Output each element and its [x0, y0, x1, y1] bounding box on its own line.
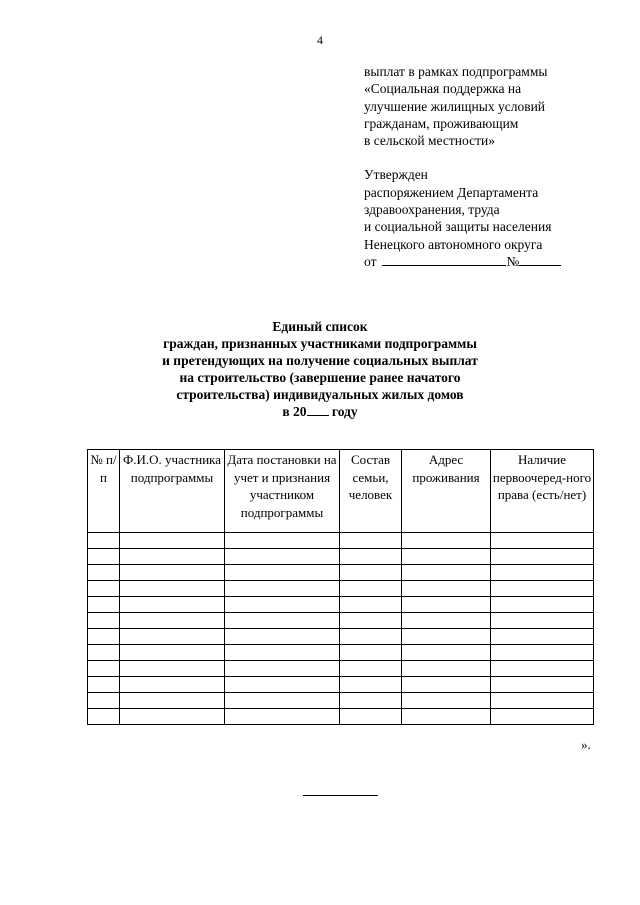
table-row [88, 565, 594, 581]
table-cell[interactable] [402, 533, 491, 549]
closing-mark: ». [581, 737, 591, 752]
approval-line: здравоохранения, труда [364, 202, 500, 218]
table-cell[interactable] [120, 629, 225, 645]
approval-line: в сельской местности» [364, 133, 495, 149]
table-cell[interactable] [88, 613, 120, 629]
year-prefix: в 20 [282, 403, 307, 419]
table-row [88, 629, 594, 645]
table-cell[interactable] [402, 549, 491, 565]
table-cell[interactable] [225, 629, 340, 645]
table-cell[interactable] [340, 693, 402, 709]
table-cell[interactable] [402, 693, 491, 709]
table-cell[interactable] [120, 581, 225, 597]
date-blank [382, 253, 506, 266]
table-row [88, 533, 594, 549]
table-cell[interactable] [340, 709, 402, 725]
table-row [88, 613, 594, 629]
column-header-address: Адрес проживания [402, 450, 491, 533]
table-cell[interactable] [225, 709, 340, 725]
table-cell[interactable] [88, 549, 120, 565]
table-row [88, 645, 594, 661]
table-cell[interactable] [120, 677, 225, 693]
approval-line: и социальной защиты населения [364, 219, 552, 235]
table-cell[interactable] [225, 533, 340, 549]
approval-line: выплат в рамках подпрограммы [364, 64, 548, 79]
table-cell[interactable] [402, 677, 491, 693]
approval-approved-text [364, 166, 634, 252]
table-row [88, 693, 594, 709]
column-header-family-size: Состав семьи, человек [340, 450, 402, 533]
table-cell[interactable] [491, 645, 594, 661]
title-line: строительства) индивидуальных жилых домов [176, 386, 464, 402]
number-sign: № [506, 253, 520, 269]
table-cell[interactable] [88, 645, 120, 661]
table-cell[interactable] [120, 533, 225, 549]
title-line: на строительство (завершение ранее начатого [179, 369, 461, 385]
table-row [88, 549, 594, 565]
approval-line: распоряжением Департамента [364, 184, 539, 200]
table-cell[interactable] [88, 533, 120, 549]
table-cell[interactable] [340, 629, 402, 645]
table-cell[interactable] [402, 645, 491, 661]
table-cell[interactable] [491, 581, 594, 597]
table-cell[interactable] [88, 677, 120, 693]
table-cell[interactable] [402, 581, 491, 597]
table-row [88, 581, 594, 597]
table-cell[interactable] [225, 677, 340, 693]
title-line: граждан, признанных участниками подпрограммы [163, 335, 477, 351]
table-cell[interactable] [88, 581, 120, 597]
table-cell[interactable] [88, 661, 120, 677]
table-cell[interactable] [88, 597, 120, 613]
table-cell[interactable] [491, 613, 594, 629]
table-row [88, 677, 594, 693]
approval-line: «Социальная поддержка на [364, 81, 522, 97]
table-cell[interactable] [340, 533, 402, 549]
table-cell[interactable] [340, 565, 402, 581]
table-cell[interactable] [340, 645, 402, 661]
table-row [88, 709, 594, 725]
date-prefix: от [364, 253, 377, 269]
table-cell[interactable] [225, 645, 340, 661]
document-title [0, 319, 640, 420]
table-cell[interactable] [120, 613, 225, 629]
table-cell[interactable] [340, 613, 402, 629]
table-cell[interactable] [88, 629, 120, 645]
table-header-row [88, 450, 594, 533]
table-cell[interactable] [340, 549, 402, 565]
table-cell[interactable] [225, 693, 340, 709]
table-cell[interactable] [491, 629, 594, 645]
approval-line: Ненецкого автономного округа [364, 236, 543, 252]
table-cell[interactable] [491, 693, 594, 709]
table-cell[interactable] [120, 597, 225, 613]
table-cell[interactable] [225, 581, 340, 597]
table-cell[interactable] [225, 597, 340, 613]
approval-spacer [364, 149, 634, 166]
title-line: и претендующих на получение социальных выплат [162, 352, 478, 368]
table-row [88, 597, 594, 613]
approval-line: Утвержден [364, 167, 428, 183]
approval-date-line [364, 253, 634, 270]
table-cell[interactable] [340, 661, 402, 677]
table-cell[interactable] [88, 693, 120, 709]
column-header-number: № п/п [88, 450, 120, 533]
table-cell[interactable] [120, 661, 225, 677]
table-cell[interactable] [491, 533, 594, 549]
table-cell[interactable] [491, 565, 594, 581]
table-cell[interactable] [491, 709, 594, 725]
table-cell[interactable] [340, 581, 402, 597]
table-cell[interactable] [340, 597, 402, 613]
table-cell[interactable] [402, 629, 491, 645]
table-cell[interactable] [402, 565, 491, 581]
footer-separator-line [303, 795, 378, 796]
approval-preceding-text [364, 63, 634, 149]
year-blank [307, 404, 329, 416]
table-cell[interactable] [340, 677, 402, 693]
table-cell[interactable] [402, 613, 491, 629]
table-cell[interactable] [491, 549, 594, 565]
table-cell[interactable] [88, 709, 120, 725]
column-header-full-name: Ф.И.О. участника подпрограммы [120, 450, 225, 533]
table-cell[interactable] [88, 565, 120, 581]
table-cell[interactable] [120, 549, 225, 565]
approval-block [364, 63, 634, 270]
year-suffix: году [331, 403, 358, 419]
approval-line: улучшение жилищных условий [364, 98, 546, 114]
table-cell[interactable] [491, 677, 594, 693]
table-cell[interactable] [491, 661, 594, 677]
approval-line: гражданам, проживающим [364, 115, 519, 131]
title-line: Единый список [272, 319, 368, 334]
table-cell[interactable] [225, 661, 340, 677]
table-cell[interactable] [225, 565, 340, 581]
table-cell[interactable] [402, 661, 491, 677]
table-cell[interactable] [402, 709, 491, 725]
number-blank [519, 253, 561, 266]
page-number: 4 [317, 33, 323, 47]
table-cell[interactable] [120, 565, 225, 581]
column-header-priority-right: Наличие первоочеред-ного права (есть/нет) [491, 450, 594, 533]
table-row [88, 661, 594, 677]
table-cell[interactable] [402, 597, 491, 613]
registry-table [87, 449, 594, 725]
column-header-registration-date: Дата постановки на учет и признания участником подпрограммы [225, 450, 340, 533]
table-cell[interactable] [491, 597, 594, 613]
table-cell[interactable] [120, 693, 225, 709]
table-cell[interactable] [225, 549, 340, 565]
table-body [88, 533, 594, 725]
table-cell[interactable] [225, 613, 340, 629]
table-cell[interactable] [120, 645, 225, 661]
table-cell[interactable] [120, 709, 225, 725]
title-year-line [0, 404, 640, 421]
